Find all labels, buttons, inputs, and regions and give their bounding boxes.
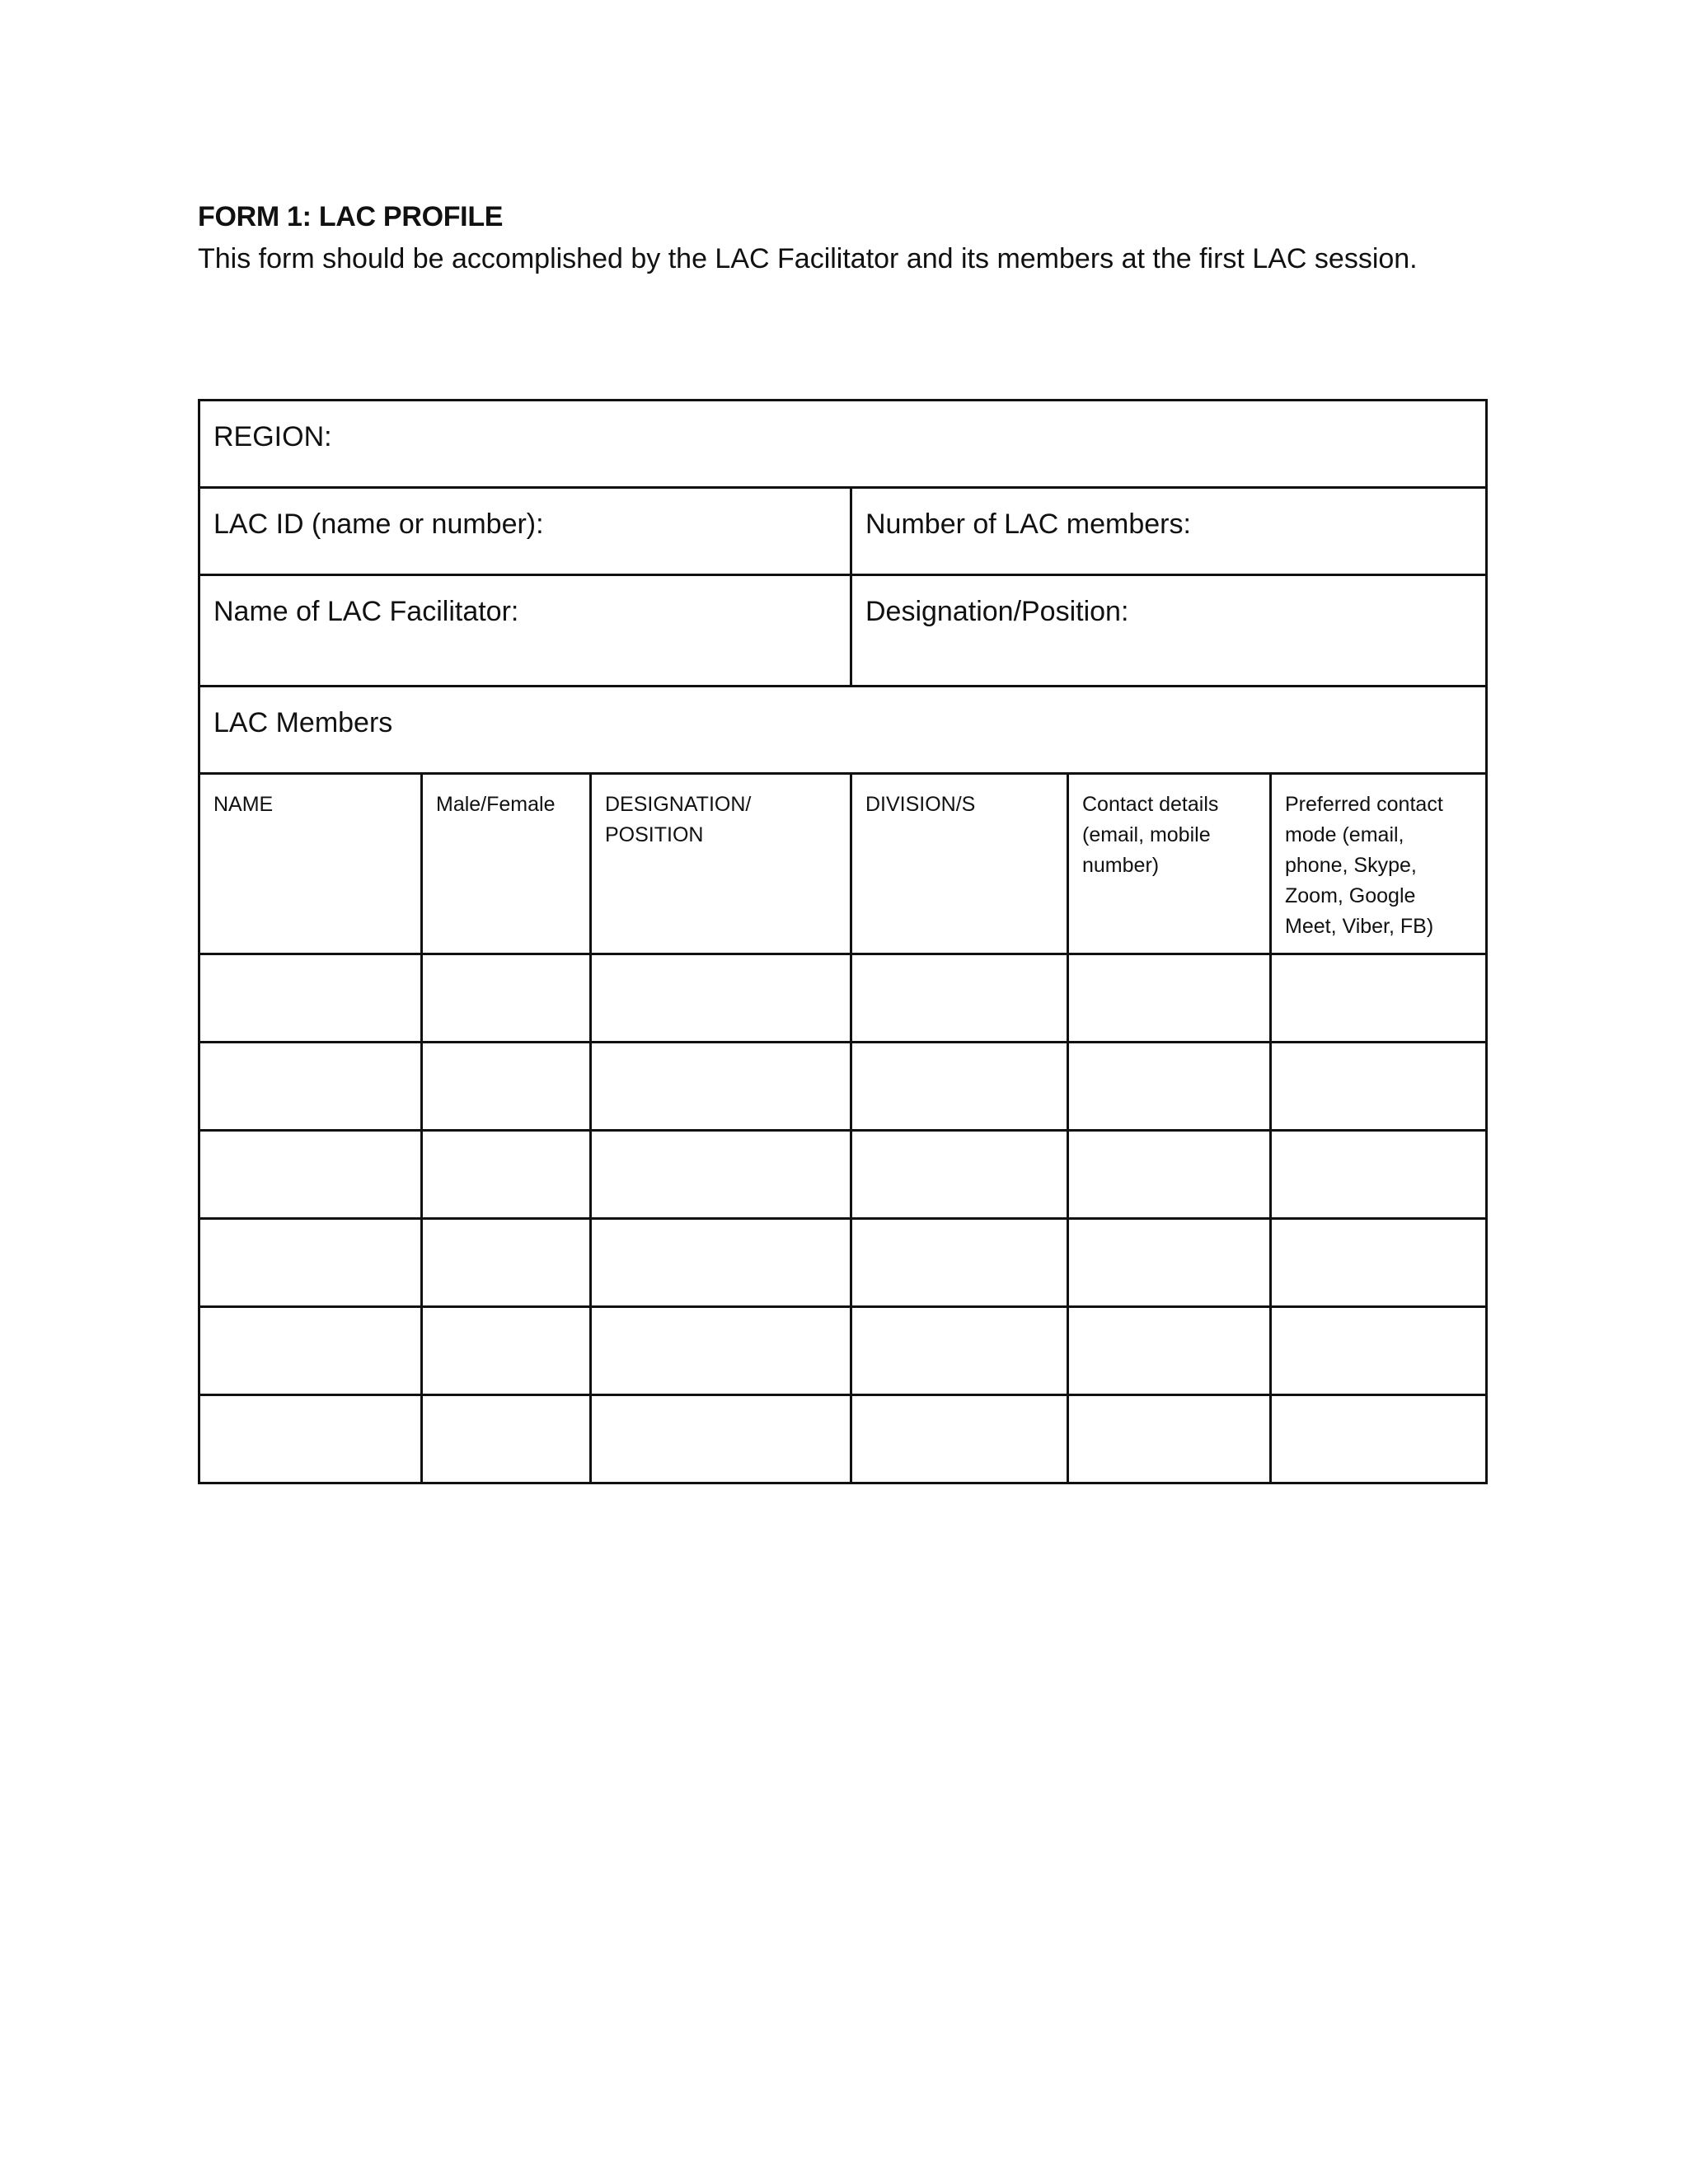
lac-id-field[interactable] — [199, 488, 851, 575]
member-designation-cell[interactable] — [591, 1219, 851, 1307]
member-name-cell[interactable] — [199, 1043, 422, 1131]
member-preferred-mode-cell[interactable] — [1271, 1219, 1487, 1307]
member-designation-cell[interactable] — [591, 1307, 851, 1395]
member-row — [199, 954, 1487, 1043]
members-section-label: LAC Members — [213, 707, 393, 738]
region-label: REGION: — [213, 421, 332, 452]
member-division-cell[interactable] — [851, 1219, 1068, 1307]
member-designation-cell[interactable] — [591, 1395, 851, 1483]
facilitator-name-field[interactable] — [199, 575, 851, 687]
member-gender-cell[interactable] — [422, 954, 591, 1043]
member-contact-cell[interactable] — [1068, 1043, 1271, 1131]
member-contact-cell[interactable] — [1068, 1131, 1271, 1219]
column-header-name — [199, 774, 422, 954]
column-header-division — [851, 774, 1068, 954]
designation-field[interactable] — [851, 575, 1487, 687]
members-column-header-row — [199, 774, 1487, 954]
member-contact-cell[interactable] — [1068, 954, 1271, 1043]
lac-id-row — [199, 488, 1487, 575]
member-name-cell[interactable] — [199, 1307, 422, 1395]
member-division-cell[interactable] — [851, 1307, 1068, 1395]
region-field[interactable] — [199, 401, 1487, 488]
member-gender-cell[interactable] — [422, 1395, 591, 1483]
column-header-label: Contact details (email, mobile number) — [1082, 793, 1219, 877]
member-division-cell[interactable] — [851, 1043, 1068, 1131]
member-row — [199, 1307, 1487, 1395]
members-section-row — [199, 687, 1487, 774]
member-name-cell[interactable] — [199, 1219, 422, 1307]
member-division-cell[interactable] — [851, 1395, 1068, 1483]
column-header-label: Preferred contact mode (email, phone, Skype, Zoom, Google Meet, Viber, FB) — [1285, 793, 1443, 938]
facilitator-row — [199, 575, 1487, 687]
member-gender-cell[interactable] — [422, 1219, 591, 1307]
form-title: FORM 1: LAC PROFILE — [198, 201, 504, 232]
member-count-field[interactable] — [851, 488, 1487, 575]
member-row — [199, 1219, 1487, 1307]
member-designation-cell[interactable] — [591, 954, 851, 1043]
member-count-label: Number of LAC members: — [865, 509, 1191, 540]
column-header-label: NAME — [213, 793, 274, 816]
member-preferred-mode-cell[interactable] — [1271, 954, 1487, 1043]
region-row — [199, 401, 1487, 488]
form-instructions: This form should be accomplished by the LAC Facilitator and its members at the first LAC session. — [198, 243, 1418, 274]
member-name-cell[interactable] — [199, 1395, 422, 1483]
member-designation-cell[interactable] — [591, 1043, 851, 1131]
member-row — [199, 1043, 1487, 1131]
member-preferred-mode-cell[interactable] — [1271, 1131, 1487, 1219]
member-gender-cell[interactable] — [422, 1307, 591, 1395]
designation-label: Designation/Position: — [865, 596, 1129, 627]
lac-id-label: LAC ID (name or number): — [213, 509, 544, 540]
member-gender-cell[interactable] — [422, 1043, 591, 1131]
member-name-cell[interactable] — [199, 1131, 422, 1219]
member-designation-cell[interactable] — [591, 1131, 851, 1219]
member-preferred-mode-cell[interactable] — [1271, 1395, 1487, 1483]
facilitator-name-label: Name of LAC Facilitator: — [213, 596, 519, 627]
column-header-preferred-mode — [1271, 774, 1487, 954]
column-header-designation — [591, 774, 851, 954]
member-row — [199, 1131, 1487, 1219]
member-row — [199, 1395, 1487, 1483]
lac-profile-table — [198, 399, 1488, 1484]
member-gender-cell[interactable] — [422, 1131, 591, 1219]
member-contact-cell[interactable] — [1068, 1307, 1271, 1395]
member-name-cell[interactable] — [199, 954, 422, 1043]
member-division-cell[interactable] — [851, 954, 1068, 1043]
column-header-contact — [1068, 774, 1271, 954]
column-header-label: Male/Female — [436, 793, 556, 816]
column-header-label: DESIGNATION/ POSITION — [605, 793, 752, 846]
member-division-cell[interactable] — [851, 1131, 1068, 1219]
member-contact-cell[interactable] — [1068, 1395, 1271, 1483]
column-header-label: DIVISION/S — [865, 793, 976, 816]
member-preferred-mode-cell[interactable] — [1271, 1043, 1487, 1131]
member-contact-cell[interactable] — [1068, 1219, 1271, 1307]
column-header-gender — [422, 774, 591, 954]
members-section-header — [199, 687, 1487, 774]
member-preferred-mode-cell[interactable] — [1271, 1307, 1487, 1395]
